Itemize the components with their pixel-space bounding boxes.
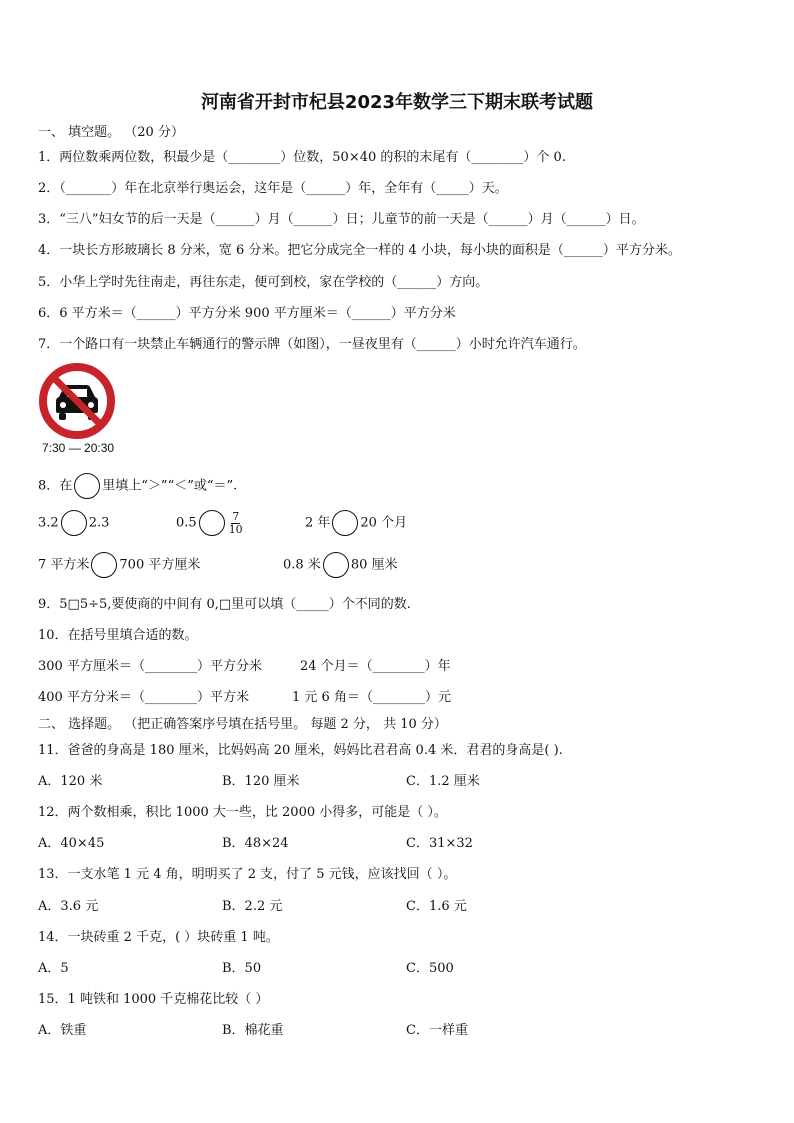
q8-item-3-left: 2 年 (305, 515, 331, 531)
question-3: 3．“三八”妇女节的后一天是（______）月（______）日；儿童节的前一天是（______）月（______）日。 (38, 212, 645, 227)
comparison-circle[interactable] (91, 552, 117, 578)
section-heading-multiple-choice: 二、 选择题。 （把正确答案序号填在括号里。 每题 2 分， 共 10 分） (38, 717, 447, 732)
comparison-circle[interactable] (323, 552, 349, 578)
q8-item-3-right: 20 个月 (360, 515, 408, 531)
fraction-numerator: 7 (232, 509, 240, 523)
question-12: 12．两个数相乘，积比 1000 大一些，比 2000 小得多，可能是（ ）。 (38, 805, 447, 820)
q14-option-a[interactable]: A．5 (38, 961, 69, 976)
question-6: 6．6 平方米＝（______）平方分米 900 平方厘米＝（______）平方分米 (38, 306, 456, 321)
q13-option-c[interactable]: C．1.6 元 (406, 899, 467, 914)
q15-option-b[interactable]: B．棉花重 (222, 1023, 284, 1038)
q8-item-1-left: 3.2 (38, 515, 59, 531)
q8-item-1-right: 2.3 (88, 515, 110, 531)
question-14: 14．一块砖重 2 千克，( ）块砖重 1 吨。 (38, 930, 279, 945)
question-13: 13．一支水笔 1 元 4 角，明明买了 2 支，付了 5 元钱，应该找回（ ）。 (38, 867, 457, 882)
q11-option-c[interactable]: C．1.2 厘米 (406, 774, 480, 789)
question-10: 10．在括号里填合适的数。 (38, 628, 198, 643)
q8-item-4-right: 700 平方厘米 (119, 557, 201, 573)
question-9: 9．5□5÷5,要使商的中间有 0,□里可以填（_____）个不同的数. (38, 597, 411, 612)
fraction-denominator: 10 (228, 522, 243, 536)
q10-item-4: 1 元 6 角＝（________）元 (292, 690, 451, 705)
comparison-circle[interactable] (74, 473, 100, 499)
q8-item-3 (305, 510, 407, 536)
q8-item-4 (38, 552, 200, 578)
q8-item-2-left: 0.5 (176, 515, 197, 531)
q10-item-2: 24 个月＝（________）年 (300, 659, 451, 674)
question-5: 5．小华上学时先往南走，再往东走，便可到校，家在学校的（______）方向。 (38, 275, 489, 290)
q11-option-a[interactable]: A．120 米 (38, 774, 103, 789)
q8-item-5-right: 80 厘米 (350, 557, 398, 573)
page-title: 河南省开封市杞县2023年数学三下期末联考试题 (200, 92, 594, 113)
q12-option-c[interactable]: C．31×32 (406, 836, 473, 851)
q10-item-3: 400 平方分米＝（________）平方米 (38, 690, 249, 705)
q14-option-c[interactable]: C．500 (406, 961, 454, 976)
q8-stem-prefix: 8．在 (38, 478, 73, 494)
q10-item-1: 300 平方厘米＝（________）平方分米 (38, 659, 262, 674)
q8-item-5-left: 0.8 米 (283, 557, 321, 573)
section-heading-fill-in: 一、 填空题。 （20 分） (38, 125, 184, 140)
question-8 (38, 473, 237, 499)
comparison-circle[interactable] (332, 510, 358, 536)
question-1: 1．两位数乘两位数，积最少是（________）位数，50×40 的积的末尾有（________）个 0. (38, 150, 566, 165)
q14-option-b[interactable]: B．50 (222, 961, 262, 976)
q12-option-b[interactable]: B．48×24 (222, 836, 289, 851)
question-2: 2．（_______）年在北京举行奥运会，这年是（______）年，全年有（_____）天。 (38, 181, 508, 196)
q8-stem-suffix: 里填上“＞”“＜”或“＝”. (102, 478, 238, 494)
q11-option-b[interactable]: B．120 厘米 (222, 774, 300, 789)
comparison-circle[interactable] (199, 510, 225, 536)
q13-option-b[interactable]: B．2.2 元 (222, 899, 283, 914)
q8-item-2 (176, 510, 243, 536)
question-4: 4．一块长方形玻璃长 8 分米，宽 6 分米。把它分成完全一样的 4 小块，每小块的面积是（______）平方分米。 (38, 243, 681, 258)
no-vehicles-sign-icon (37, 361, 117, 441)
question-7: 7．一个路口有一块禁止车辆通行的警示牌（如图），一昼夜里有（______）小时允许汽车通行。 (38, 337, 586, 352)
question-15: 15．1 吨铁和 1000 千克棉花比较（ ） (38, 992, 269, 1007)
comparison-circle[interactable] (61, 510, 87, 536)
question-11: 11．爸爸的身高是 180 厘米，比妈妈高 20 厘米，妈妈比君君高 0.4 米．君君的身高是( ). (38, 743, 563, 758)
q8-item-1 (38, 510, 109, 536)
q12-option-a[interactable]: A．40×45 (38, 836, 105, 851)
fraction (229, 511, 243, 536)
sign-time-caption: 7:30 — 20:30 (42, 441, 115, 455)
q13-option-a[interactable]: A．3.6 元 (38, 899, 99, 914)
q15-option-c[interactable]: C．一样重 (406, 1023, 468, 1038)
q8-item-5 (283, 552, 398, 578)
q8-item-4-left: 7 平方米 (38, 557, 90, 573)
q15-option-a[interactable]: A．铁重 (38, 1023, 87, 1038)
